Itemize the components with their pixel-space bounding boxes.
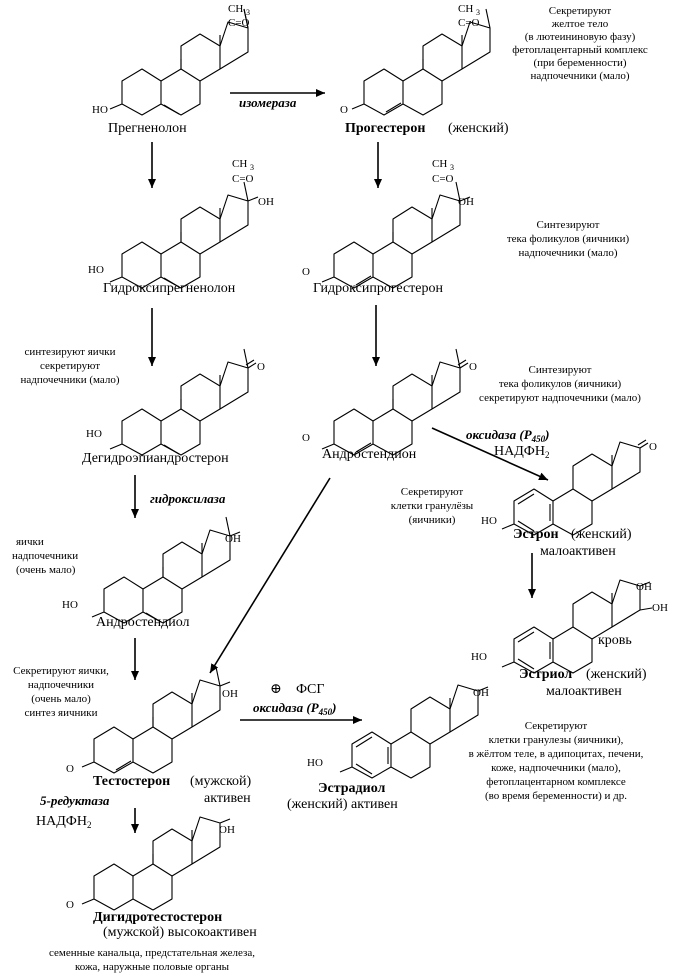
note-estradiol-source [469,720,644,802]
group-ho: HO [307,757,323,769]
svg-text:секретируют: секретируют [39,360,101,372]
structure-androstenedione [322,349,468,455]
group-co: C=O [458,17,480,29]
label-estradiol: Эстрадиол [318,781,386,796]
svg-text:(яичники): (яичники) [408,514,456,526]
group-oh: OH [258,196,274,208]
group-ch3-sub: 3 [476,8,480,17]
svg-text:секретируют надпочечники (мало: секретируют надпочечники (мало) [479,392,641,404]
group-o: O [302,266,310,278]
group-ch3-sub: 3 [246,8,250,17]
fsh-plus-symbol: ⊕ [270,682,282,697]
svg-text:тека фоликулов (яичники): тека фоликулов (яичники) [498,378,622,390]
svg-text:тека фоликулов (яичники): тека фоликулов (яичники) [506,233,630,245]
label-estrone: Эстрон [513,527,559,542]
label-estriol-activity: малоактивен [546,684,622,699]
group-ch3-sub: 3 [250,163,254,172]
note-dht-targets [49,947,255,973]
svg-text:Секретируют яички,: Секретируют яички, [13,665,109,677]
group-oh: OH [222,688,238,700]
structure-dhea [110,349,256,455]
enzyme-oxidase-a: оксидаза $(P_{450})$ [466,427,550,444]
svg-text:надпочечники: надпочечники [12,550,79,562]
group-co: C=O [232,173,254,185]
svg-text:(в лютеининовую фазу): (в лютеининовую фазу) [524,31,636,43]
group-ch3: CH [458,3,474,15]
structure-hydroxypregnenolone [110,182,258,288]
note-dhea-source [20,346,119,386]
svg-text:клетки гранулёзы: клетки гранулёзы [390,500,474,512]
group-co: C=O [228,17,250,29]
svg-text:синтез яичники: синтез яичники [24,707,98,719]
group-co: C=O [432,173,454,185]
label-estriol-note: (женский) [586,667,647,682]
group-o: O [302,432,310,444]
group-ho: HO [481,515,497,527]
group-o: O [340,104,348,116]
enzyme-hydroxylase: гидроксилаза [150,491,226,506]
cofactor-nadph-b: $НАДФН_2$ [36,814,92,830]
structure-estriol [502,580,652,673]
group-ch3-sub: 3 [450,163,454,172]
label-estrone-activity: малоактивен [540,544,616,559]
svg-text:кожа, наружные половые органы: кожа, наружные половые органы [74,961,230,973]
group-ch3: CH [232,158,248,170]
label-pregnenolone: Прегненолон [108,121,187,136]
label-androstenedione: Андростендион [322,447,417,462]
svg-text:надпочечники (мало): надпочечники (мало) [20,374,120,386]
enzyme-oxidase-b: оксидаза $(P_{450})$ [253,700,337,717]
label-estrone-note: (женский) [571,527,632,542]
label-hydroxypregnenolone: Гидроксипрегненолон [103,281,236,296]
label-dht: Дигидротестостерон [93,910,223,925]
svg-text:надпочечники (мало): надпочечники (мало) [530,70,630,82]
svg-text:(при беременности): (при беременности) [533,57,627,69]
structure-testosterone [82,667,230,773]
group-oh: OH [225,533,241,545]
group-ho: HO [92,104,108,116]
label-androstenediol: Андростендиол [96,615,190,630]
label-estriol: Эстриол [519,667,573,682]
label-progesterone-note: (женский) [448,121,509,136]
enzyme-isomerase: изомераза [239,95,297,110]
structure-estradiol [340,685,488,778]
group-oh: OH [473,687,489,699]
svg-text:семенные канальца, предстатель: семенные канальца, предстательная железа, [49,947,255,959]
label-testosterone: Тестостерон [93,774,171,789]
note-androstenedione-source [479,364,641,404]
group-o: O [66,899,74,911]
note-estrone-source [391,486,474,526]
svg-text:Синтезируют: Синтезируют [536,219,600,231]
enzyme-5-reductase: 5-редуктаза [40,793,110,808]
source-notes [12,5,648,973]
group-o: O [66,763,74,775]
structure-hydroxyprogesterone [322,182,470,288]
label-testosterone-note: (мужской) [190,774,252,789]
svg-text:фетоплацентарном комплексе: фетоплацентарном комплексе [486,776,626,788]
group-o: O [649,441,657,453]
note-androstenediol-source [12,536,78,576]
note-testosterone-source [13,665,109,719]
group-o: O [469,361,477,373]
svg-text:надпочечники: надпочечники [27,679,95,691]
svg-text:синтезируют яички: синтезируют яички [24,346,116,358]
svg-text:Секретируют: Секретируют [548,5,612,17]
svg-text:в жёлтом теле, в адипоцитах, п: в жёлтом теле, в адипоцитах, печени, [468,748,644,760]
svg-text:(во время беременности) и др.: (во время беременности) и др. [485,790,627,802]
group-oh: OH [458,196,474,208]
svg-text:желтое тело: желтое тело [551,18,609,30]
svg-text:коже, надпочечники (мало),: коже, надпочечники (мало), [491,762,621,774]
svg-text:Секретируют: Секретируют [524,720,588,732]
structure-dht [82,817,230,910]
hormone-fsh: ФСГ [296,682,325,697]
svg-text:(очень мало): (очень мало) [16,564,76,576]
label-progesterone: Прогестерон [345,121,426,136]
svg-text:фетоплацентарный комплекс: фетоплацентарный комплекс [512,44,648,56]
group-o: O [257,361,265,373]
svg-text:клетки гранулезы (яичники),: клетки гранулезы (яичники), [488,734,624,746]
group-ho: HO [88,264,104,276]
note-hydroxyprogesterone-source [507,219,630,259]
group-oh: OH [219,824,235,836]
structure-androstenediol [92,517,240,623]
group-ho: HO [62,599,78,611]
group-oh: OH [636,581,652,593]
group-ho: HO [471,651,487,663]
label-testosterone-activity: активен [204,791,251,806]
label-dhea: Дегидроэпиандростерон [82,451,229,466]
svg-text:Секретируют: Секретируют [400,486,464,498]
label-blood: кровь [598,633,632,648]
label-estradiol-note: (женский) активен [287,797,398,812]
svg-text:(очень мало): (очень мало) [31,693,91,705]
group-oh: OH [652,602,668,614]
svg-text:Синтезируют: Синтезируют [528,364,592,376]
svg-text:яички: яички [16,536,44,548]
label-hydroxyprogesterone: Гидроксипрогестерон [313,281,443,296]
group-ho: HO [86,428,102,440]
note-progesterone-source [512,5,648,82]
label-dht-note: (мужской) высокоактивен [103,925,257,940]
svg-text:надпочечники (мало): надпочечники (мало) [518,247,618,259]
cofactor-nadph-a: $НАДФН_2$ [494,444,550,460]
group-ch3: CH [432,158,448,170]
group-ch3: CH [228,3,244,15]
